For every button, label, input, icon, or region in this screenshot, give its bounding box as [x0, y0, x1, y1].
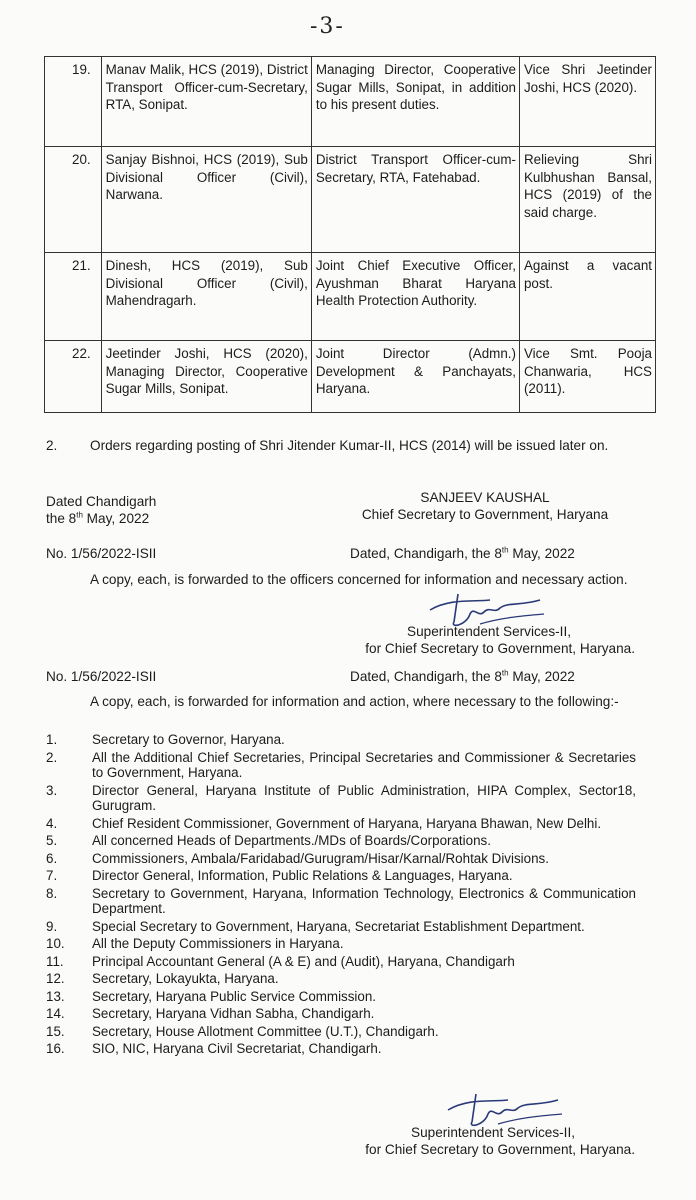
posting-cell: Managing Director, Cooperative Sugar Mills, Sonipat, in addition to his present duties.: [311, 57, 519, 147]
endorsement-number: No. 1/56/2022-ISII: [46, 669, 157, 684]
list-item: 5. All concerned Heads of Departments./MDs of Boards/Corporations.: [46, 833, 491, 848]
endorsement-number: No. 1/56/2022-ISII: [46, 546, 157, 561]
list-item: 16. SIO, NIC, Haryana Civil Secretariat, Chandigarh.: [46, 1041, 382, 1056]
paragraph-index: 2.: [46, 438, 58, 453]
table-row: [45, 253, 656, 341]
endorsement-number-line: [46, 668, 636, 685]
posting-table: [44, 56, 656, 413]
list-item: 12. Secretary, Lokayukta, Haryana.: [46, 971, 279, 986]
superintendent-title: Superintendent Services-II,: [411, 1125, 575, 1140]
superintendent-block: [315, 623, 635, 657]
posting-cell: Joint Chief Executive Officer, Ayushman Bharat Haryana Health Protection Authority.: [311, 253, 519, 341]
table-row: [45, 147, 656, 253]
superintendent-subtitle: for Chief Secretary to Government, Haryana.: [365, 1142, 635, 1157]
list-item: 7. Director General, Information, Public Relations & Languages, Haryana.: [46, 868, 513, 883]
officer-cell: Manav Malik, HCS (2019), District Transport Officer-cum-Secretary, RTA, Sonipat.: [101, 57, 311, 147]
serial-number: 22.: [45, 341, 102, 413]
remarks-cell: Vice Shri Jeetinder Joshi, HCS (2020).: [519, 57, 655, 147]
endorsement-date: Dated, Chandigarh, the 8th May, 2022: [350, 545, 575, 561]
serial-number: 19.: [45, 57, 102, 147]
distribution-list: [46, 732, 636, 1059]
order-paragraph-2: [46, 437, 634, 454]
serial-number: 20.: [45, 147, 102, 253]
table-row: [45, 341, 656, 413]
dated-line: Dated Chandigarh: [46, 494, 157, 509]
dated-block: [46, 493, 156, 527]
list-item: 14. Secretary, Haryana Vidhan Sabha, Chandigarh.: [46, 1006, 375, 1021]
posting-cell: Joint Director (Admn.) Development & Panchayats, Haryana.: [311, 341, 519, 413]
page-number: -3-: [310, 14, 345, 39]
list-item: 4. Chief Resident Commissioner, Government of Haryana, Haryana Bhawan, New Delhi.: [46, 815, 602, 831]
remarks-cell: Relieving Shri Kulbhushan Bansal, HCS (2019) of the said charge.: [519, 147, 655, 253]
signatory-name: SANJEEV KAUSHAL: [420, 490, 550, 505]
list-item: 1. Secretary to Governor, Haryana.: [46, 732, 285, 747]
list-item: 2. All the Additional Chief Secretaries, Principal Secretaries and Commissioner & Secretaries to Government, Haryana.: [46, 749, 636, 780]
list-item: 10. All the Deputy Commissioners in Haryana.: [46, 936, 344, 951]
posting-cell: District Transport Officer-cum-Secretary, RTA, Fatehabad.: [311, 147, 519, 253]
paragraph-text: Orders regarding posting of Shri Jitender Kumar-II, HCS (2014) will be issued later on.: [90, 438, 609, 453]
superintendent-block: [315, 1124, 635, 1158]
table-row: [45, 57, 656, 147]
officer-cell: Jeetinder Joshi, HCS (2020), Managing Director, Cooperative Sugar Mills, Sonipat.: [101, 341, 311, 413]
officer-cell: Dinesh, HCS (2019), Sub Divisional Officer (Civil), Mahendragarh.: [101, 253, 311, 341]
list-item: 11. Principal Accountant General (A & E) and (Audit), Haryana, Chandigarh: [46, 953, 515, 969]
endorsement-text: A copy, each, is forwarded for information and action, where necessary to the following:-: [90, 694, 619, 709]
serial-number: 21.: [45, 253, 102, 341]
officer-cell: Sanjay Bishnoi, HCS (2019), Sub Divisional Officer (Civil), Narwana.: [101, 147, 311, 253]
dated-date: the 8th May, 2022: [46, 510, 150, 526]
endorsement-date: Dated, Chandigarh, the 8th May, 2022: [350, 668, 575, 684]
remarks-cell: Against a vacant post.: [519, 253, 655, 341]
list-item: 15. Secretary, House Allotment Committee (U.T.), Chandigarh.: [46, 1023, 439, 1039]
endorsement-number-line: [46, 545, 636, 562]
list-item: 6. Commissioners, Ambala/Faridabad/Gurugram/Hisar/Karnal/Rohtak Divisions.: [46, 850, 549, 866]
list-item: 3. Director General, Haryana Institute of Public Administration, HIPA Complex, Sector18, Gurugram.: [46, 782, 636, 813]
signatory-title: Chief Secretary to Government, Haryana: [361, 507, 609, 522]
superintendent-title: Superintendent Services-II,: [407, 624, 571, 639]
remarks-cell: Vice Smt. Pooja Chanwaria, HCS (2011).: [519, 341, 655, 413]
signatory-block: [345, 489, 625, 523]
list-item: 8. Secretary to Government, Haryana, Information Technology, Electronics & Communication Department.: [46, 885, 636, 916]
list-item: 9. Special Secretary to Government, Haryana, Secretariat Establishment Department.: [46, 918, 585, 934]
list-item: 13. Secretary, Haryana Public Service Commission.: [46, 988, 377, 1004]
endorsement-text: A copy, each, is forwarded to the officers concerned for information and necessary action.: [90, 572, 628, 587]
superintendent-subtitle: for Chief Secretary to Government, Haryana.: [365, 641, 635, 656]
